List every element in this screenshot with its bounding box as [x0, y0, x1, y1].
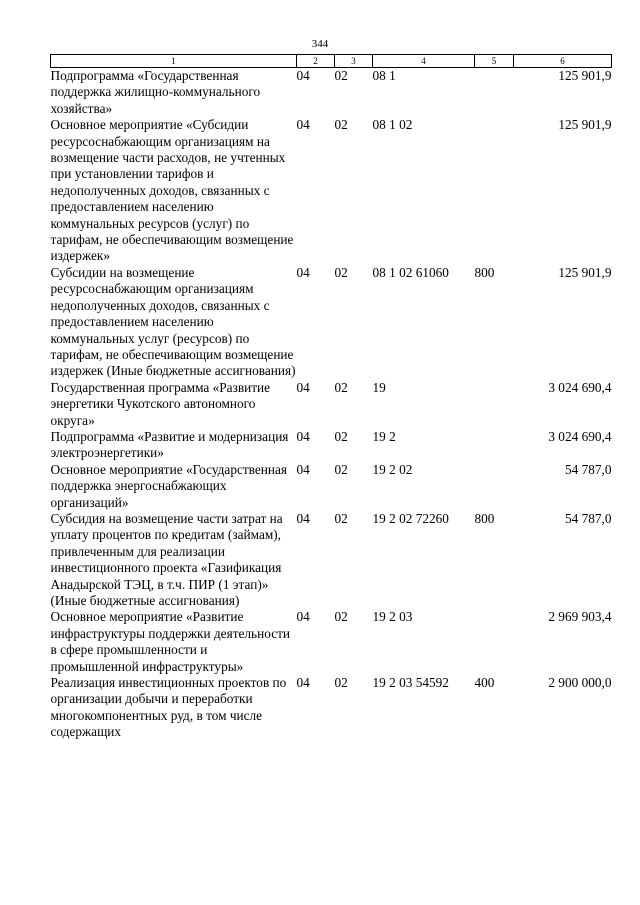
- table-row: [51, 609, 612, 675]
- row-target-article: 19 2 03 54592: [372, 675, 449, 691]
- row-name: Основное мероприятие «Государственная поддержка энергоснабжающих организаций»: [50, 461, 288, 510]
- row-expense-type: [475, 380, 514, 429]
- row-section-code: 04: [296, 117, 310, 133]
- row-subsection-code: 02: [334, 264, 348, 280]
- row-name: Основное мероприятие «Субсидии ресурсоснабжающим организациям на возмещение части расходов, не учтенных при установлении тарифов и недополученных доходов, связанных с предоставлением населению коммунальных ресурсов (услуг) по тарифам, не обеспечивающим возмещение издержек»: [50, 117, 294, 264]
- row-expense-type: 400: [474, 675, 495, 691]
- page-number: 344: [311, 38, 329, 50]
- row-section-code: 04: [296, 675, 310, 691]
- column-header-5: 5: [475, 55, 514, 68]
- row-name: Подпрограмма «Государственная поддержка жилищно-коммунального хозяйства»: [50, 68, 261, 116]
- row-section-code: 04: [296, 379, 310, 395]
- row-amount: 54 787,0: [564, 461, 612, 477]
- row-amount: 125 901,9: [558, 264, 612, 280]
- row-target-article: 19: [372, 379, 386, 395]
- table-row: [51, 511, 612, 609]
- row-expense-type: [475, 68, 514, 118]
- row-name: Субсидии на возмещение ресурсоснабжающим организациям недополученных доходов, связанных с предоставлением населению коммунальных услуг (ресурсов) по тарифам, не обеспечивающим возмещение издержек (Иные бюджетные ассигнования): [50, 264, 296, 379]
- row-amount: 125 901,9: [558, 68, 612, 83]
- row-amount: 2 969 903,4: [548, 609, 612, 625]
- row-amount: 3 024 690,4: [548, 428, 612, 444]
- row-target-article: 08 1 02: [372, 117, 413, 133]
- row-expense-type: [475, 462, 514, 511]
- table-row: [51, 265, 612, 380]
- row-expense-type: [475, 117, 514, 265]
- budget-table: [50, 54, 612, 741]
- row-expense-type: 800: [474, 510, 495, 526]
- row-name: Реализация инвестиционных проектов по организации добычи и переработки многокомпонентных руд, в том числе содержащих: [50, 675, 287, 740]
- row-target-article: 08 1: [372, 68, 396, 83]
- row-expense-type: 800: [474, 264, 495, 280]
- column-header-2: 2: [297, 55, 335, 68]
- row-amount: 54 787,0: [564, 510, 612, 526]
- row-target-article: 19 2: [372, 428, 396, 444]
- row-target-article: 19 2 02: [372, 461, 413, 477]
- column-header-1: 1: [51, 55, 297, 68]
- row-amount: 125 901,9: [558, 117, 612, 133]
- row-target-article: 08 1 02 61060: [372, 264, 449, 280]
- table-row: [51, 68, 612, 118]
- row-subsection-code: 02: [334, 675, 348, 691]
- table-row: [51, 429, 612, 462]
- row-subsection-code: 02: [334, 510, 348, 526]
- row-target-article: 19 2 03: [372, 609, 413, 625]
- row-subsection-code: 02: [334, 68, 348, 83]
- row-name: Субсидия на возмещение части затрат на уплату процентов по кредитам (займам), привлеченным для реализации инвестиционного проекта «Газификация Анадырской ТЭЦ, в т.ч. ПИР (1 этап)» (Иные бюджетные ассигнования): [50, 510, 283, 608]
- row-subsection-code: 02: [334, 428, 348, 444]
- row-section-code: 04: [296, 461, 310, 477]
- row-section-code: 04: [296, 609, 310, 625]
- table-row: [51, 675, 612, 741]
- row-name: Основное мероприятие «Развитие инфраструктуры поддержки деятельности в сфере промышленности и промышленной инфраструктуры»: [50, 609, 291, 674]
- row-amount: 3 024 690,4: [548, 379, 612, 395]
- row-target-article: 19 2 02 72260: [372, 510, 449, 526]
- row-section-code: 04: [296, 264, 310, 280]
- table-header-row: [51, 55, 612, 68]
- column-header-3: 3: [335, 55, 373, 68]
- column-header-4: 4: [373, 55, 475, 68]
- row-subsection-code: 02: [334, 117, 348, 133]
- row-section-code: 04: [296, 428, 310, 444]
- row-section-code: 04: [296, 68, 310, 83]
- row-amount: 2 900 000,0: [548, 675, 612, 691]
- row-name: Подпрограмма «Развитие и модернизация электроэнергетики»: [50, 428, 289, 461]
- row-section-code: 04: [296, 510, 310, 526]
- table-row: [51, 117, 612, 265]
- table-row: [51, 462, 612, 511]
- table-row: [51, 380, 612, 429]
- row-expense-type: [475, 609, 514, 675]
- row-expense-type: [475, 429, 514, 462]
- row-subsection-code: 02: [334, 379, 348, 395]
- row-subsection-code: 02: [334, 461, 348, 477]
- row-subsection-code: 02: [334, 609, 348, 625]
- column-header-6: 6: [514, 55, 612, 68]
- row-name: Государственная программа «Развитие энергетики Чукотского автономного округа»: [50, 379, 271, 428]
